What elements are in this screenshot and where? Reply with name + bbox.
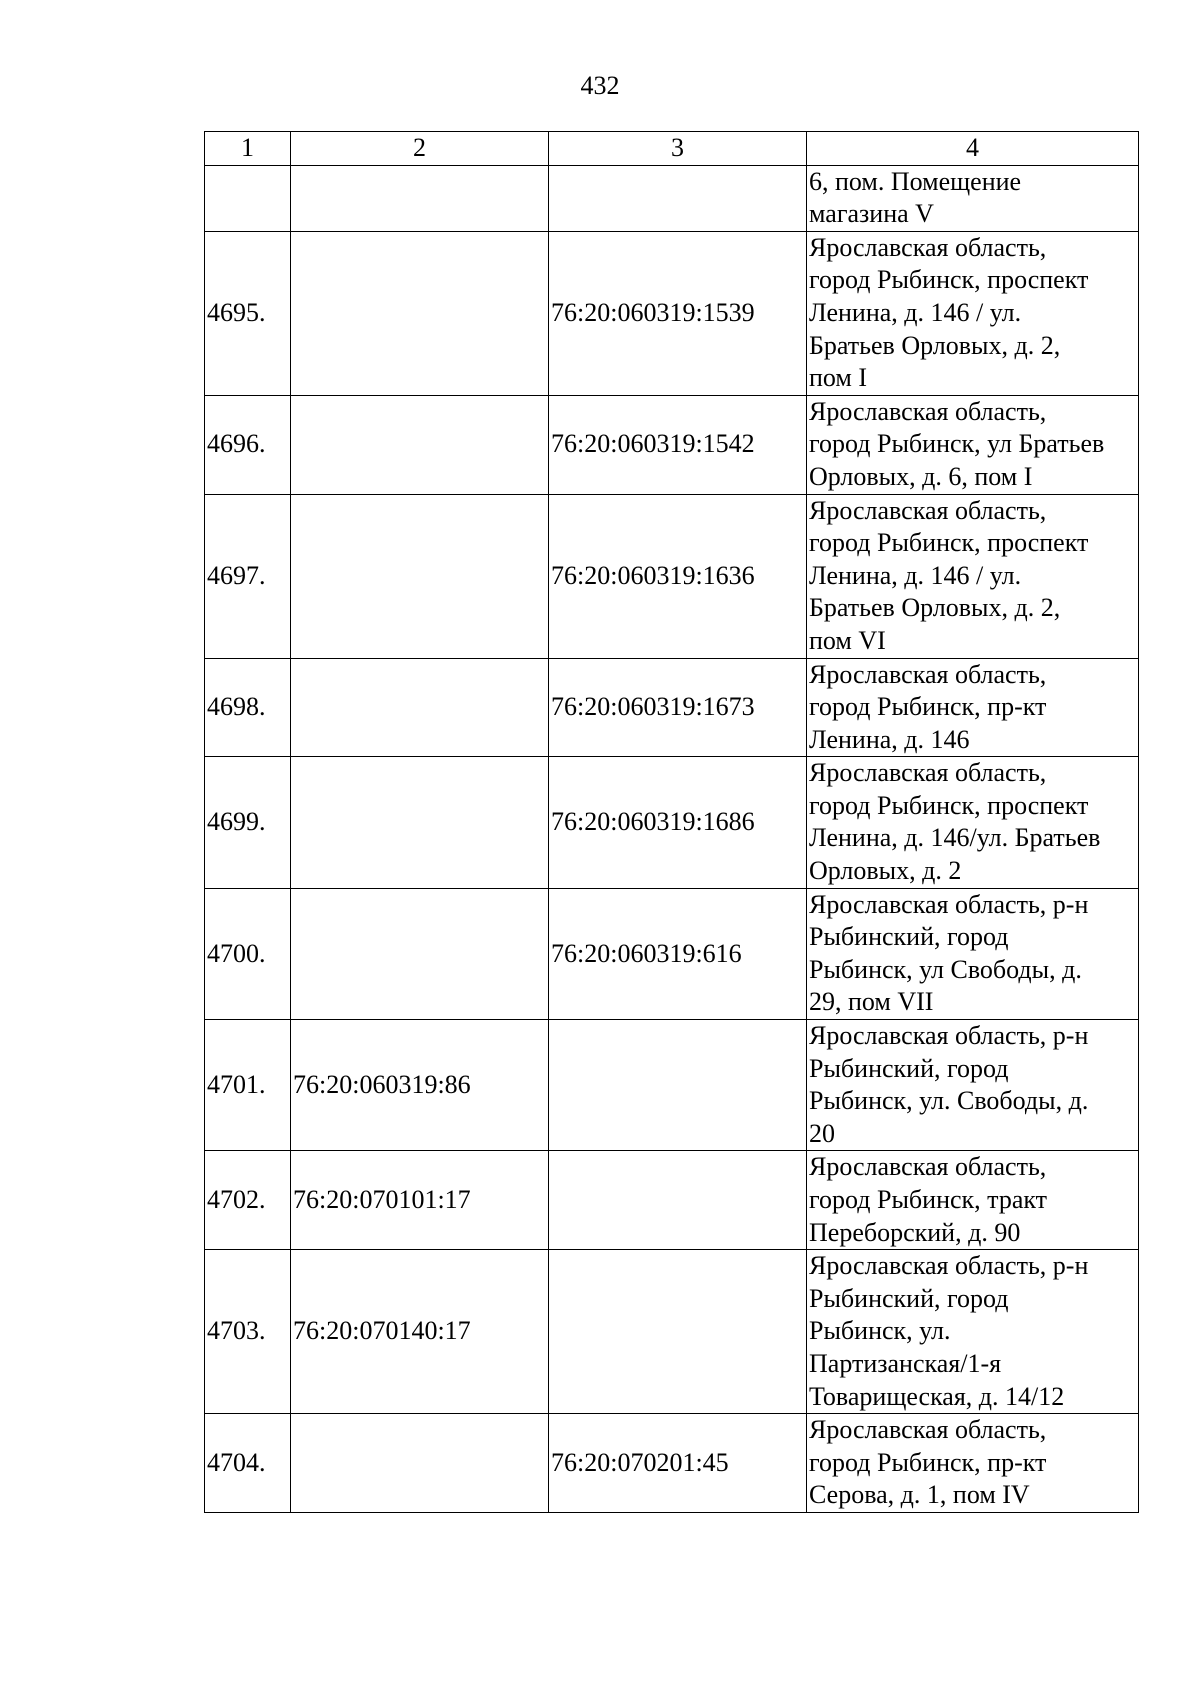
address: Ярославская область, р-н Рыбинский, город Рыбинск, ул. Свободы, д. 20	[807, 1020, 1139, 1151]
header-row	[205, 132, 1139, 166]
address: Ярославская область, город Рыбинск, проспект Ленина, д. 146/ул. Братьев Орловых, д. 2	[807, 757, 1139, 888]
cadastral-number-col2	[291, 757, 549, 888]
cadastral-number-col3: 76:20:060319:1539	[549, 231, 807, 395]
column-header-3: 3	[549, 132, 807, 166]
cadastral-number-col2	[291, 658, 549, 757]
table-row	[205, 1151, 1139, 1250]
cadastral-number-col2	[291, 1414, 549, 1513]
cadastral-number-col2: 76:20:060319:86	[291, 1020, 549, 1151]
cadastral-number-col3	[549, 1250, 807, 1414]
row-number: 4696.	[205, 395, 291, 494]
table-row	[205, 1020, 1139, 1151]
registry-table	[204, 131, 1139, 1513]
table-row	[205, 1414, 1139, 1513]
address: Ярославская область, город Рыбинск, ул Братьев Орловых, д. 6, пом I	[807, 395, 1139, 494]
cadastral-number-col2	[291, 165, 549, 231]
table-row	[205, 1250, 1139, 1414]
table-row	[205, 658, 1139, 757]
row-number: 4695.	[205, 231, 291, 395]
row-number: 4703.	[205, 1250, 291, 1414]
cadastral-number-col3	[549, 165, 807, 231]
cadastral-number-col2: 76:20:070101:17	[291, 1151, 549, 1250]
column-header-4: 4	[807, 132, 1139, 166]
cadastral-number-col3	[549, 1151, 807, 1250]
address: Ярославская область, город Рыбинск, пр-кт Серова, д. 1, пом IV	[807, 1414, 1139, 1513]
cadastral-number-col3: 76:20:060319:1542	[549, 395, 807, 494]
address: Ярославская область, р-н Рыбинский, город Рыбинск, ул Свободы, д. 29, пом VII	[807, 888, 1139, 1019]
row-number: 4704.	[205, 1414, 291, 1513]
address: Ярославская область, город Рыбинск, тракт Переборский, д. 90	[807, 1151, 1139, 1250]
cadastral-number-col3: 76:20:060319:1686	[549, 757, 807, 888]
address: Ярославская область, город Рыбинск, пр-кт Ленина, д. 146	[807, 658, 1139, 757]
table-row	[205, 888, 1139, 1019]
cadastral-number-col2	[291, 395, 549, 494]
column-header-1: 1	[205, 132, 291, 166]
page-number: 432	[580, 71, 620, 100]
cadastral-number-col3: 76:20:060319:1636	[549, 494, 807, 658]
cadastral-number-col2: 76:20:070140:17	[291, 1250, 549, 1414]
row-number: 4698.	[205, 658, 291, 757]
row-number: 4701.	[205, 1020, 291, 1151]
table-row	[205, 165, 1139, 231]
cadastral-number-col3: 76:20:070201:45	[549, 1414, 807, 1513]
table-row	[205, 395, 1139, 494]
row-number: 4702.	[205, 1151, 291, 1250]
address: 6, пом. Помещение магазина V	[807, 165, 1139, 231]
cadastral-number-col3: 76:20:060319:1673	[549, 658, 807, 757]
cadastral-number-col2	[291, 231, 549, 395]
row-number: 4699.	[205, 757, 291, 888]
row-number: 4697.	[205, 494, 291, 658]
cadastral-number-col2	[291, 888, 549, 1019]
address: Ярославская область, город Рыбинск, проспект Ленина, д. 146 / ул. Братьев Орловых, д. 2, пом I	[807, 231, 1139, 395]
address: Ярославская область, город Рыбинск, проспект Ленина, д. 146 / ул. Братьев Орловых, д. 2, пом VI	[807, 494, 1139, 658]
table-row	[205, 757, 1139, 888]
row-number: 4700.	[205, 888, 291, 1019]
cadastral-number-col3	[549, 1020, 807, 1151]
cadastral-number-col2	[291, 494, 549, 658]
cadastral-number-col3: 76:20:060319:616	[549, 888, 807, 1019]
column-header-2: 2	[291, 132, 549, 166]
address: Ярославская область, р-н Рыбинский, город Рыбинск, ул. Партизанская/1-я Товарищеская, д. 14/12	[807, 1250, 1139, 1414]
row-number	[205, 165, 291, 231]
table-row	[205, 231, 1139, 395]
table-row	[205, 494, 1139, 658]
